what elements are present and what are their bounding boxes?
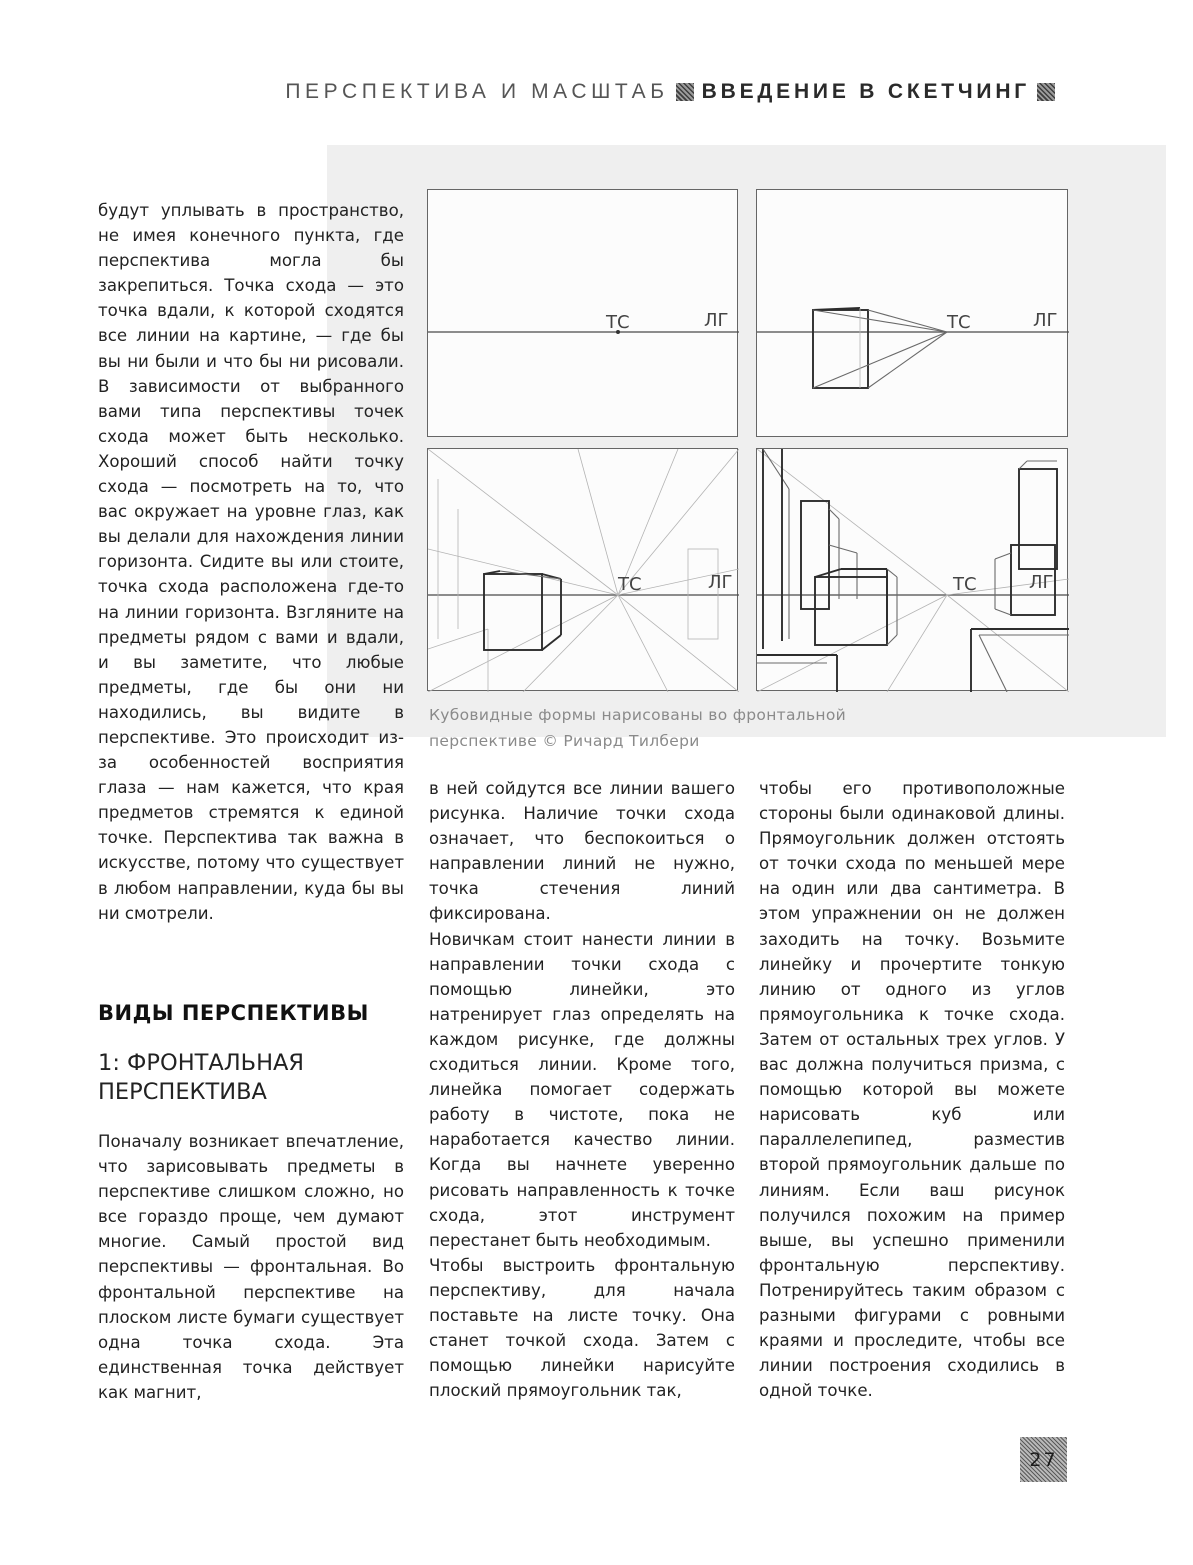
sketch-panel-4 <box>756 448 1068 691</box>
sketch-panel-3-drawing <box>428 449 739 692</box>
figure-caption: Кубовидные формы нарисованы во фронтальной перспективе © Ричард Тилбери <box>429 706 847 750</box>
horizon-label: ЛГ <box>704 310 729 331</box>
paragraph: в ней сойдутся все линии вашего рисунка. Наличие точки схода означает, что беспокоиться о направлении линий не нужно, точка стечения линий фиксирована. <box>429 779 735 924</box>
sketch-panel-3 <box>427 448 738 691</box>
page-number-badge <box>1020 1437 1067 1482</box>
vp-label: ТС <box>618 574 642 595</box>
page-number: 27 <box>1029 1448 1058 1471</box>
horizon-label: ЛГ <box>1029 572 1054 593</box>
body-column-3 <box>759 776 1065 1403</box>
body-column-1-lower <box>98 1129 404 1405</box>
paragraph: Поначалу возникает впечатление, что зарисовывать предметы в перспективе слишком сложно, но все гораздо проще, чем думают многие. Самый простой вид перспективы — фронтальная. Во фронтальной перспективе на плоском листе бумаги существует одна точка схода. Эта единственная точка действует как магнит, <box>98 1132 404 1402</box>
vp-label: ТС <box>606 312 630 333</box>
header-book-title: ВВЕДЕНИЕ В СКЕТЧИНГ <box>701 80 1030 103</box>
running-header <box>285 80 1063 104</box>
body-column-2 <box>429 776 735 1403</box>
horizon-label: ЛГ <box>1033 310 1058 331</box>
vp-label: ТС <box>953 574 977 595</box>
sketch-panel-2-drawing <box>757 190 1069 438</box>
paragraph: Чтобы выстроить фронтальную перспективу, для начала поставьте на листе точку. Она станет точкой схода. Затем с помощью линейки нарисуйте плоский прямоугольник так, <box>429 1255 735 1401</box>
subsection-title: 1: ФРОНТАЛЬНАЯ ПЕРСПЕКТИВА <box>98 1050 305 1105</box>
header-section-title: ПЕРСПЕКТИВА И МАСШТАБ <box>285 80 669 103</box>
hatch-square-icon <box>676 83 694 101</box>
horizon-label: ЛГ <box>708 572 733 593</box>
paragraph: Новичкам стоит нанести линии в направлении точки схода с помощью линейки, это натренирует глаз определять на каждом рисунке, где должны сходиться линии. Кроме того, линейка помогает содержать работу в чистоте, пока не наработается качество линии. Когда вы начнете уверенно рисовать направленность к точке схода, этот инструмент перестанет быть необходимым. <box>429 929 735 1250</box>
section-title: ВИДЫ ПЕРСПЕКТИВЫ <box>98 1001 369 1025</box>
paragraph: чтобы его противоположные стороны были одинаковой длины. Прямоугольник должен отстоять от точки схода по меньшей мере на один или два сантиметра. В этом упражнении он не должен заходить на точку. Возьмите линейку и прочертите тонкую линию от одного из углов прямоугольника к точке схода. Затем от остальных трех углов. У вас должна получиться призма, с помощью которой вы можете нарисовать куб или параллелепипед, разместив второй прямоугольник дальше по линиям. Если ваш рисунок получился похожим на пример выше, вы успешно применили фронтальную перспективу. Потренируйтесь таким образом с разными фигурами с ровными краями и проследите, чтобы все линии построения сходились в одной точке. <box>759 779 1065 1401</box>
sketch-panel-1 <box>427 189 738 437</box>
vp-label: ТС <box>947 312 971 333</box>
sketch-panel-1-drawing <box>428 190 739 438</box>
body-column-1 <box>98 198 404 926</box>
sketch-panel-4-drawing <box>757 449 1069 692</box>
sketch-panel-2 <box>756 189 1068 437</box>
paragraph: будут уплывать в пространство, не имея конечного пункта, где перспектива могла бы закрепиться. Точка схода — это точка вдали, к которой сходятся все линии на картине, — где бы вы ни были и что бы ни рисовали. В зависимости от выбранного вами типа перспективы точек схода может быть несколько. Хороший способ найти точку схода — посмотреть на то, что вас окружает на уровне глаз, как вы делали для нахождения линии горизонта. Сидите вы или стоите, точка схода расположена где-то на линии горизонта. Взгляните на предметы рядом с вами и вдали, и вы заметите, что любые предметы, где бы они ни находились, вы видите в перспективе. Это происходит из-за особенностей восприятия глаза — нам кажется, что края предметов стремятся к единой точке. Перспектива так важна в искусстве, потому что существует в любом направлении, куда бы вы ни смотрели. <box>98 201 404 923</box>
hatch-square-icon <box>1037 83 1055 101</box>
